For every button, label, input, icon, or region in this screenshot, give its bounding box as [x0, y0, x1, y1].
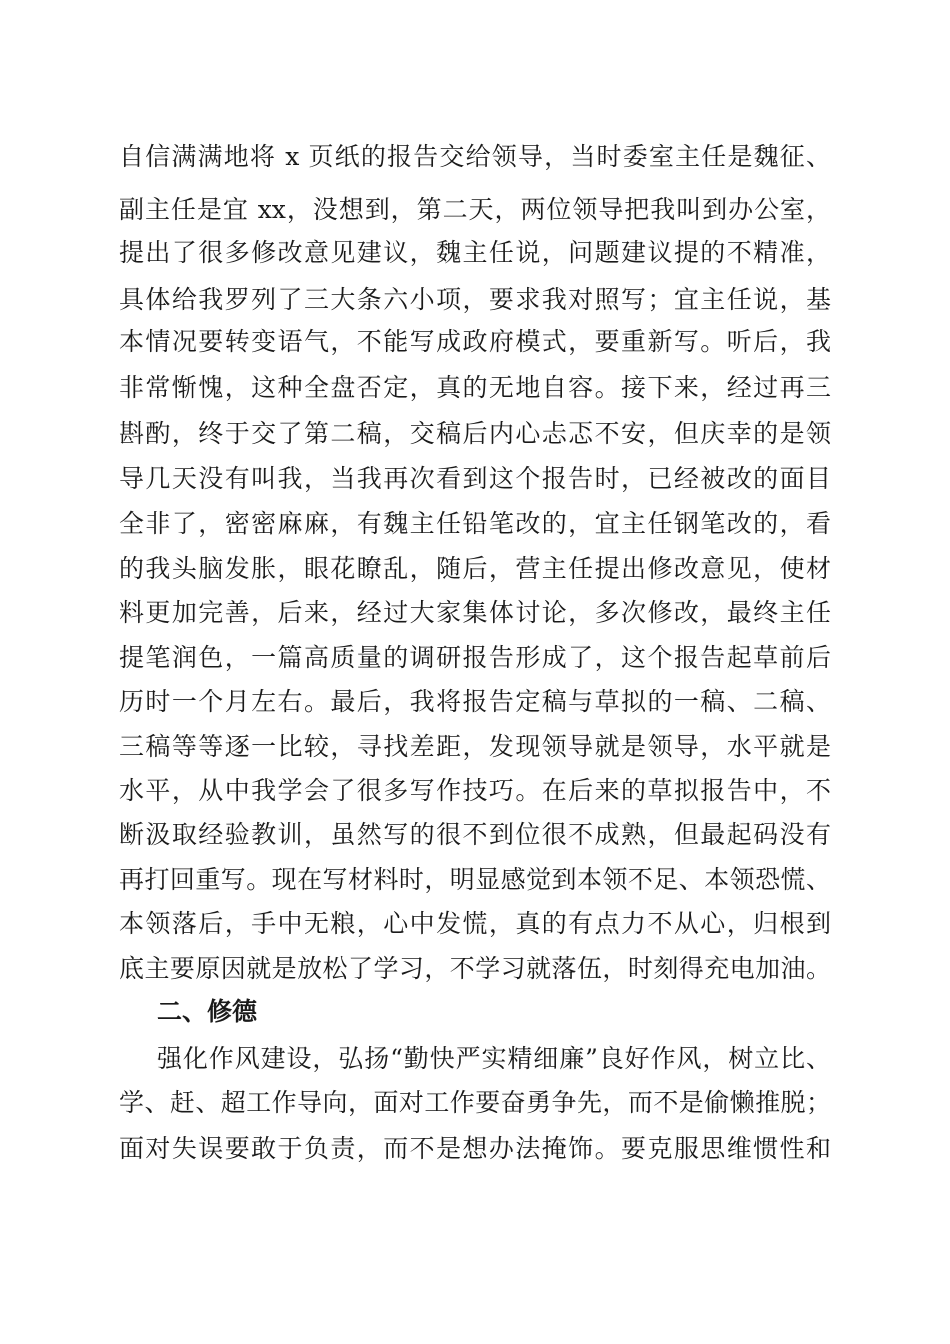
paragraph-line: 导几天没有叫我，当我再次看到这个报告时，已经被改的面目	[119, 464, 831, 493]
paragraph-line: 全非了，密密麻麻，有魏主任铅笔改的，宜主任钢笔改的，看	[119, 509, 831, 538]
paragraph-line: 非常惭愧，这种全盘否定，真的无地自容。接下来，经过再三	[119, 373, 831, 402]
paragraph-line: 副主任是宜 xx，没想到，第二天，两位领导把我叫到办公室，	[119, 195, 831, 224]
paragraph-line: 自信满满地将 x 页纸的报告交给领导，当时委室主任是魏征、	[119, 142, 831, 171]
paragraph-line: 学、赶、超工作导向，面对工作要奋勇争先，而不是偷懒推脱；	[119, 1088, 831, 1117]
paragraph-line: 三稿等等逐一比较，寻找差距，发现领导就是领导，水平就是	[119, 732, 831, 761]
paragraph-line: 本领落后，手中无粮，心中发慌，真的有点力不从心，归根到	[119, 909, 831, 938]
paragraph-line: 本情况要转变语气，不能写成政府模式，要重新写。听后，我	[119, 327, 831, 356]
paragraph-line: 水平，从中我学会了很多写作技巧。在后来的草拟报告中，不	[119, 776, 831, 805]
paragraph-line: 斟酌，终于交了第二稿，交稿后内心忐忑不安，但庆幸的是领	[119, 419, 831, 448]
paragraph-line: 提笔润色，一篇高质量的调研报告形成了，这个报告起草前后	[119, 643, 831, 672]
paragraph-line: 强化作风建设，弘扬“勤快严实精细廉”良好作风，树立比、	[157, 1044, 831, 1073]
paragraph-line: 料更加完善，后来，经过大家集体讨论，多次修改，最终主任	[119, 598, 831, 627]
paragraph-line: 的我头脑发胀，眼花瞭乱，随后，营主任提出修改意见，使材	[119, 554, 831, 583]
paragraph-line: 具体给我罗列了三大条六小项，要求我对照写；宜主任说，基	[119, 285, 831, 314]
paragraph-line: 历时一个月左右。最后，我将报告定稿与草拟的一稿、二稿、	[119, 687, 831, 716]
paragraph-line: 断汲取经验教训，虽然写的很不到位很不成熟，但最起码没有	[119, 820, 831, 849]
paragraph-line: 再打回重写。现在写材料时，明显感觉到本领不足、本领恐慌、	[119, 865, 831, 894]
paragraph-line: 面对失误要敢于负责，而不是想办法掩饰。要克服思维惯性和	[119, 1134, 831, 1163]
section-heading: 二、修德	[157, 997, 258, 1026]
paragraph-line: 底主要原因就是放松了学习，不学习就落伍，时刻得充电加油。	[119, 954, 831, 983]
paragraph-line: 提出了很多修改意见建议，魏主任说，问题建议提的不精准，	[119, 238, 831, 267]
